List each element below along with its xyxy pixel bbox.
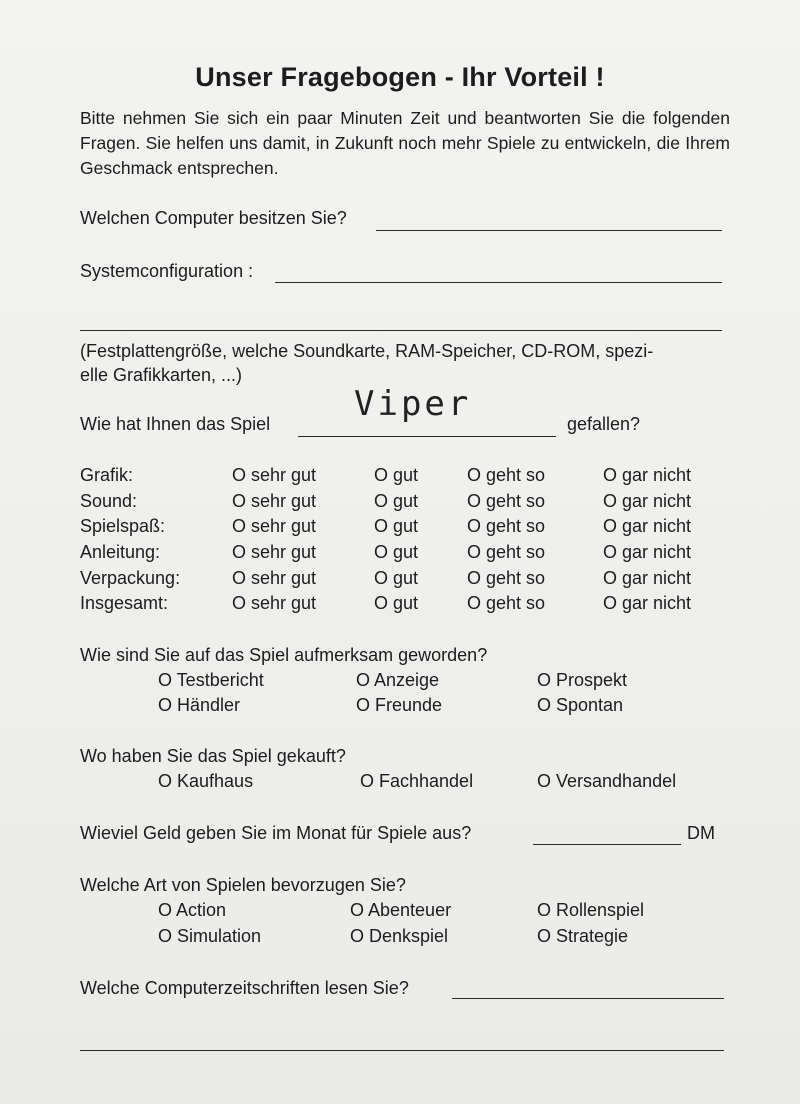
rating-option-geht-so[interactable]: O geht so xyxy=(467,491,546,511)
aware-option-prospekt[interactable]: O Prospekt xyxy=(537,670,628,690)
game-name-handwritten: Viper xyxy=(354,384,472,424)
rating-option-gut[interactable]: O gut xyxy=(374,593,419,613)
system-answer-line-2[interactable] xyxy=(80,330,722,331)
rating-option-gar-nicht[interactable]: O gar nicht xyxy=(603,568,692,588)
rating-option-gar-nicht[interactable]: O gar nicht xyxy=(603,542,692,562)
rating-option-geht-so[interactable]: O geht so xyxy=(467,516,546,536)
rating-option-gar-nicht[interactable]: O gar nicht xyxy=(603,593,692,613)
rating-option-sehr-gut[interactable]: O sehr gut xyxy=(232,568,317,588)
genre-option-strategie[interactable]: O Strategie xyxy=(537,926,629,946)
aware-option-testbericht[interactable]: O Testbericht xyxy=(158,670,264,690)
system-hint-line-1: (Festplattengröße, welche Soundkarte, RAM-Speicher, CD-ROM, spezi- xyxy=(80,341,654,361)
rating-option-gar-nicht[interactable]: O gar nicht xyxy=(603,516,692,536)
rating-row-label: Sound: xyxy=(80,491,138,511)
bought-option-kaufhaus[interactable]: O Kaufhaus xyxy=(158,771,254,791)
genre-option-simulation[interactable]: O Simulation xyxy=(158,926,262,946)
rating-row-label: Anleitung: xyxy=(80,542,161,562)
bought-option-versandhandel[interactable]: O Versandhandel xyxy=(537,771,677,791)
rating-row-label: Spielspaß: xyxy=(80,516,166,536)
system-answer-line[interactable] xyxy=(275,282,722,283)
rating-row-label: Verpackung: xyxy=(80,568,181,588)
rating-option-gut[interactable]: O gut xyxy=(374,516,419,536)
rating-option-geht-so[interactable]: O geht so xyxy=(467,465,546,485)
system-question: Systemconfiguration : xyxy=(80,261,254,281)
rating-option-sehr-gut[interactable]: O sehr gut xyxy=(232,516,317,536)
rating-option-sehr-gut[interactable]: O sehr gut xyxy=(232,593,317,613)
aware-option-anzeige[interactable]: O Anzeige xyxy=(356,670,440,690)
system-hint-line-2: elle Grafikkarten, ...) xyxy=(80,365,243,385)
rating-row-label: Grafik: xyxy=(80,465,134,485)
game-name-line[interactable] xyxy=(298,436,556,437)
intro-paragraph: Bitte nehmen Sie sich ein paar Minuten Zeit und beantworten Sie die folgenden Fragen. Sie helfen uns damit, in Zukunft noch mehr Spiele zu entwickeln, die Ihrem Geschmack entsprechen. xyxy=(80,108,730,178)
genre-option-abenteuer[interactable]: O Abenteuer xyxy=(350,900,452,920)
genre-option-denkspiel[interactable]: O Denkspiel xyxy=(350,926,449,946)
magazines-answer-line-2[interactable] xyxy=(80,1050,724,1051)
magazines-question: Welche Computerzeitschriften lesen Sie? xyxy=(80,978,409,998)
genre-option-action[interactable]: O Action xyxy=(158,900,227,920)
rating-option-gar-nicht[interactable]: O gar nicht xyxy=(603,465,692,485)
rating-option-gut[interactable]: O gut xyxy=(374,568,419,588)
computer-question: Welchen Computer besitzen Sie? xyxy=(80,208,347,228)
rating-option-sehr-gut[interactable]: O sehr gut xyxy=(232,465,317,485)
bought-question: Wo haben Sie das Spiel gekauft? xyxy=(80,746,346,766)
page-title: Unser Fragebogen - Ihr Vorteil ! xyxy=(195,62,605,92)
rating-option-geht-so[interactable]: O geht so xyxy=(467,568,546,588)
money-answer-line[interactable] xyxy=(533,844,681,845)
rating-option-geht-so[interactable]: O geht so xyxy=(467,593,546,613)
rating-option-geht-so[interactable]: O geht so xyxy=(467,542,546,562)
aware-option-freunde[interactable]: O Freunde xyxy=(356,695,443,715)
game-question-suffix: gefallen? xyxy=(567,414,641,434)
genres-question: Welche Art von Spielen bevorzugen Sie? xyxy=(80,875,406,895)
money-unit: DM xyxy=(687,823,715,843)
magazines-answer-line[interactable] xyxy=(452,998,724,999)
rating-option-gut[interactable]: O gut xyxy=(374,542,419,562)
rating-option-gut[interactable]: O gut xyxy=(374,491,419,511)
aware-option-haendler[interactable]: O Händler xyxy=(158,695,241,715)
rating-option-sehr-gut[interactable]: O sehr gut xyxy=(232,491,317,511)
rating-option-gar-nicht[interactable]: O gar nicht xyxy=(603,491,692,511)
rating-option-sehr-gut[interactable]: O sehr gut xyxy=(232,542,317,562)
game-question-prefix: Wie hat Ihnen das Spiel xyxy=(80,414,271,434)
money-question: Wieviel Geld geben Sie im Monat für Spiele aus? xyxy=(80,823,472,843)
rating-row-label: Insgesamt: xyxy=(80,593,169,613)
aware-option-spontan[interactable]: O Spontan xyxy=(537,695,624,715)
rating-option-gut[interactable]: O gut xyxy=(374,465,419,485)
genre-option-rollenspiel[interactable]: O Rollenspiel xyxy=(537,900,645,920)
computer-answer-line[interactable] xyxy=(376,230,722,231)
aware-question: Wie sind Sie auf das Spiel aufmerksam geworden? xyxy=(80,645,488,665)
bought-option-fachhandel[interactable]: O Fachhandel xyxy=(360,771,474,791)
